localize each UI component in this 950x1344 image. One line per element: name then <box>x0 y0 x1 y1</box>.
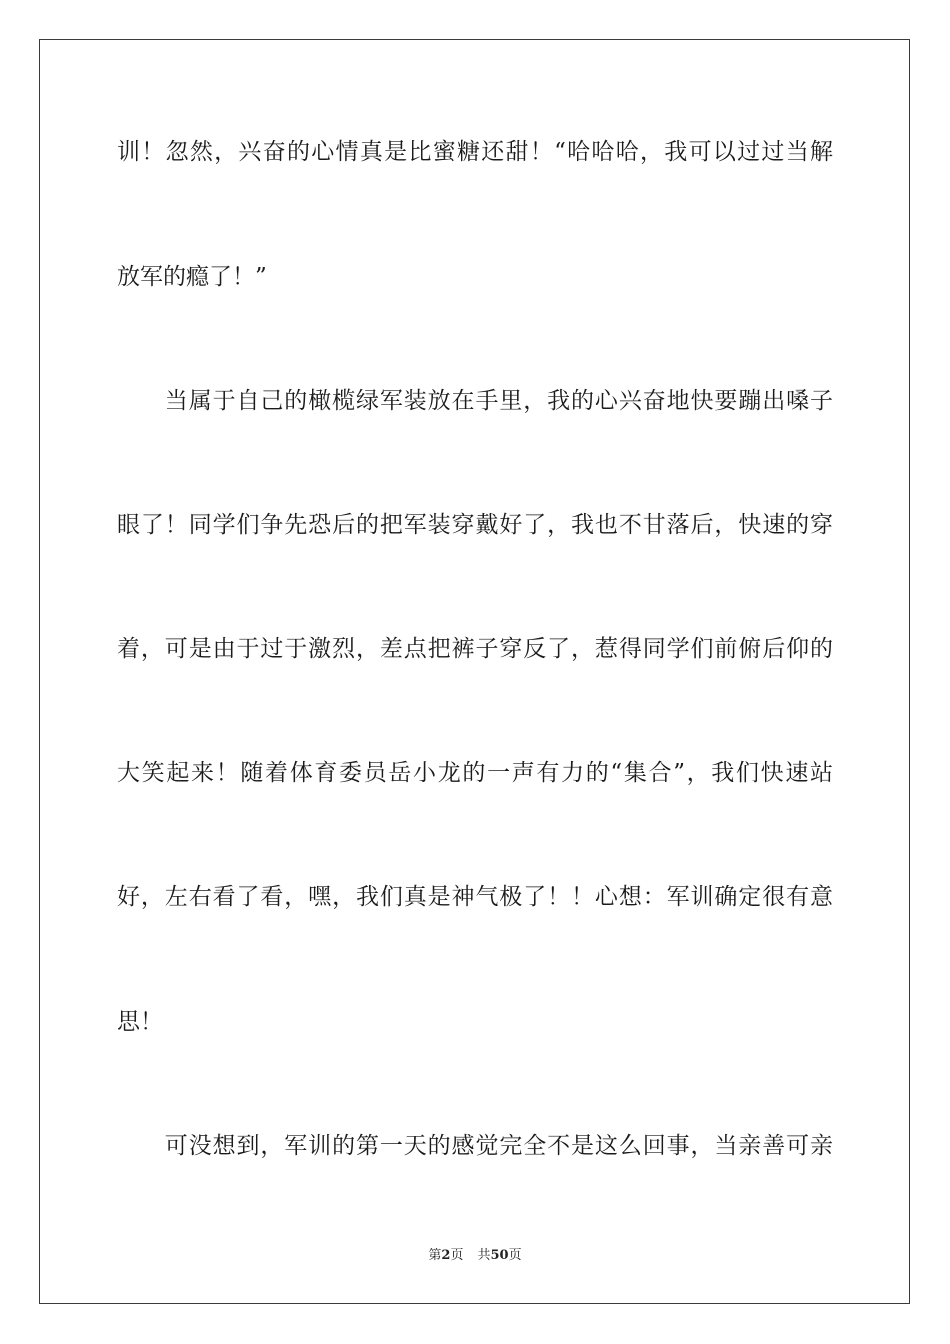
text-line-8: 思！ <box>117 1009 163 1035</box>
page-current: 2 <box>441 1248 451 1263</box>
text-line-1: 训！忽然，兴奋的心情真是比蜜糖还甜！“哈哈哈，我可以过过当解 <box>117 139 833 165</box>
page-footer <box>0 1247 950 1265</box>
text-line-7: 好，左右看了看，嘿，我们真是神气极了！！心想：军训确定很有意 <box>117 884 833 910</box>
page-prefix: 第 <box>428 1248 442 1263</box>
text-line-9: 可没想到，军训的第一天的感觉完全不是这么回事，当亲善可亲 <box>117 1133 833 1159</box>
page-suffix: 页 <box>450 1248 464 1263</box>
page-total: 50 <box>490 1248 509 1263</box>
text-line-6: 大笑起来！随着体育委员岳小龙的一声有力的“集合”，我们快速站 <box>117 760 833 786</box>
total-prefix: 共 <box>477 1248 491 1263</box>
total-suffix: 页 <box>508 1248 522 1263</box>
text-line-3: 当属于自己的橄榄绿军装放在手里，我的心兴奋地快要蹦出嗓子 <box>117 388 833 414</box>
text-line-5: 着，可是由于过于激烈，差点把裤子穿反了，惹得同学们前俯后仰的 <box>117 636 833 662</box>
page-border <box>39 39 910 1304</box>
text-line-4: 眼了！同学们争先恐后的把军装穿戴好了，我也不甘落后，快速的穿 <box>117 512 833 538</box>
text-line-2: 放军的瘾了！” <box>117 264 267 290</box>
